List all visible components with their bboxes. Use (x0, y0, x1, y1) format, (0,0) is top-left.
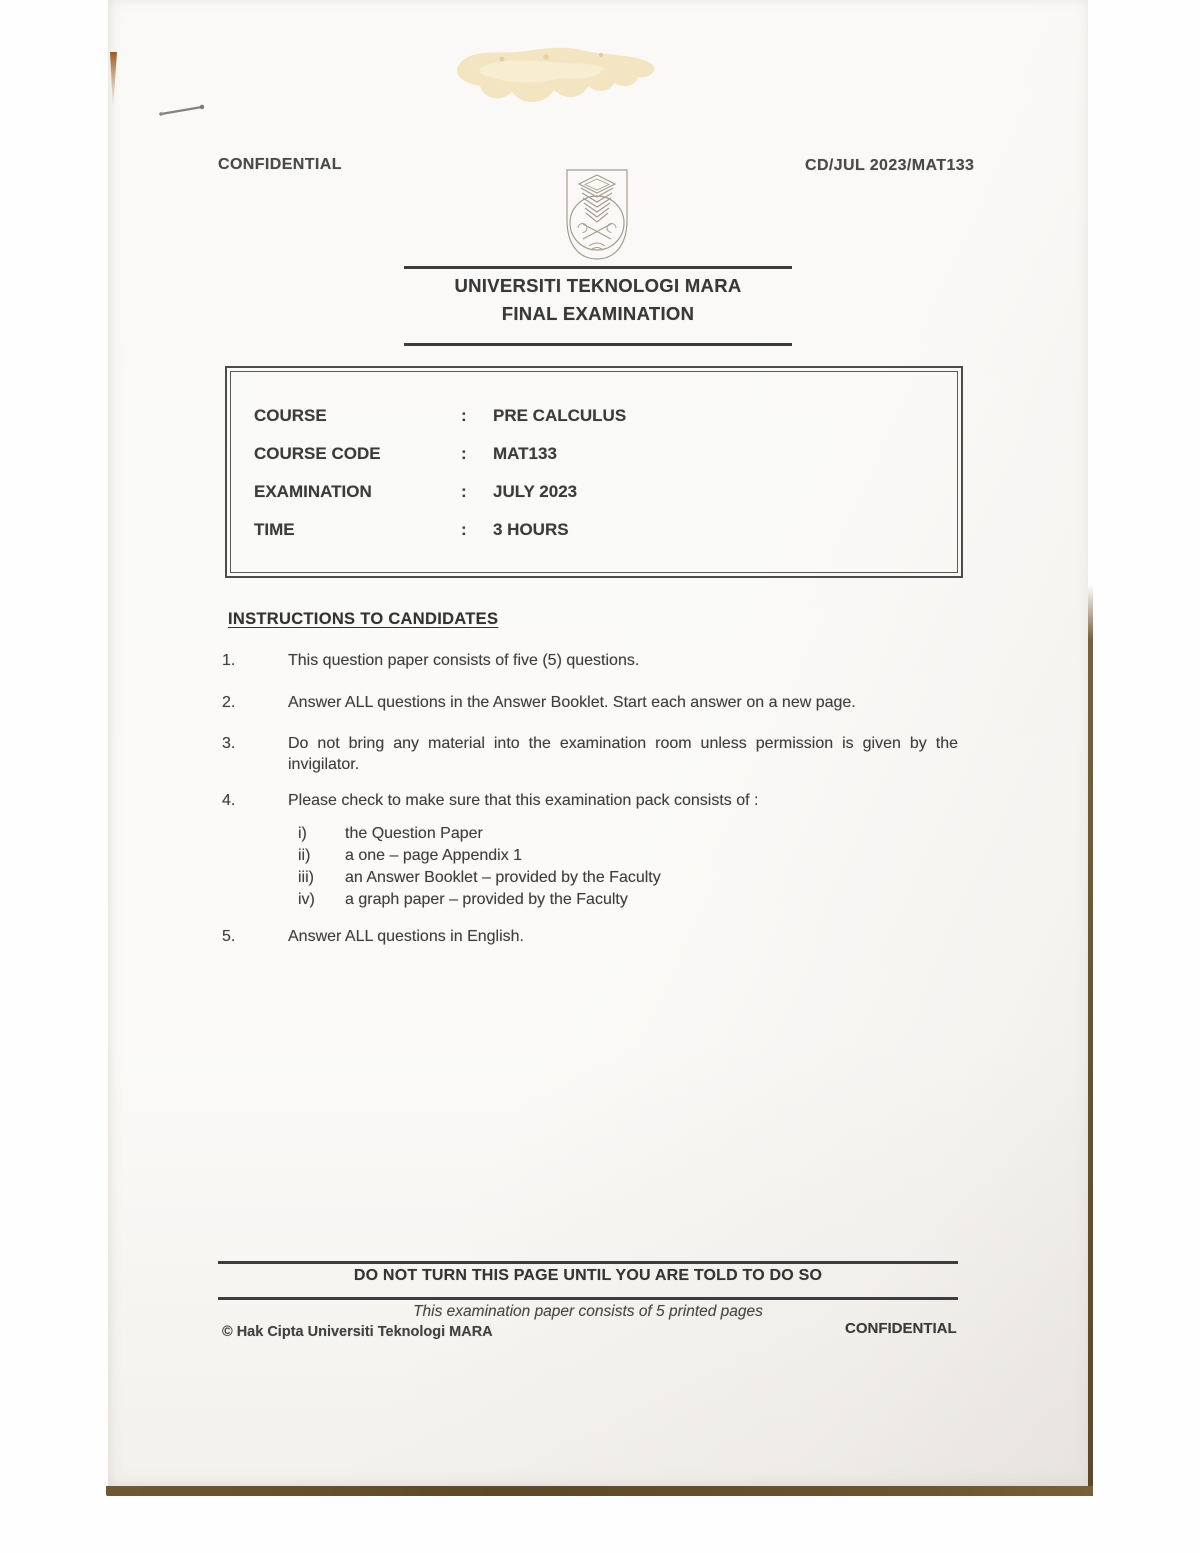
time-separator: : (461, 520, 467, 539)
pack-item-text: a one – page Appendix 1 (345, 847, 523, 864)
pack-item-2 (298, 847, 522, 865)
pack-item-text: the Question Paper (345, 825, 483, 842)
printed-pages-note: This examination paper consists of 5 printed pages (413, 1303, 763, 1320)
pack-item-numeral: ii) (298, 847, 311, 864)
course-code-value: MAT133 (493, 444, 557, 463)
exam-type: FINAL EXAMINATION (501, 303, 695, 324)
edge-mark-artifact (108, 52, 122, 112)
instruction-number: 4. (222, 792, 236, 809)
footer-rule-top (218, 1261, 958, 1264)
examination-value: JULY 2023 (493, 482, 578, 501)
time-row (254, 520, 957, 558)
instruction-text: Do not bring any material into the examination room unless permission is given by the invigilator. (288, 735, 958, 773)
footer-rule-bottom (218, 1297, 958, 1300)
pack-item-numeral: i) (298, 825, 307, 842)
pack-item-3 (298, 869, 661, 887)
instruction-number: 1. (222, 652, 236, 669)
do-not-turn-warning: DO NOT TURN THIS PAGE UNTIL YOU ARE TOLD TO DO SO (353, 1267, 823, 1284)
time-value: 3 HOURS (493, 520, 569, 539)
paper-edge-right (1088, 585, 1093, 1496)
instructions-heading: INSTRUCTIONS TO CANDIDATES (228, 610, 499, 628)
instruction-text: Answer ALL questions in the Answer Booklet. Start each answer on a new page. (288, 694, 856, 711)
course-code-separator: : (461, 444, 467, 463)
course-row (254, 406, 957, 444)
course-info-box-inner (230, 371, 958, 573)
course-separator: : (461, 406, 467, 425)
pack-item-4 (298, 891, 628, 909)
confidential-label-bottom: CONFIDENTIAL (845, 1320, 957, 1337)
paper-edge-bottom (106, 1486, 1093, 1496)
instruction-text: This question paper consists of five (5) questions. (288, 652, 640, 669)
instruction-item-3 (222, 733, 968, 775)
pencil-mark-artifact (158, 102, 208, 118)
pack-item-numeral: iii) (298, 869, 314, 886)
instruction-item-2 (222, 692, 968, 713)
course-info-box (225, 366, 963, 578)
course-code-row (254, 444, 957, 482)
time-label: TIME (254, 520, 295, 539)
pack-item-1 (298, 825, 483, 843)
exam-title (404, 272, 792, 328)
pack-item-numeral: iv) (298, 891, 315, 908)
course-value: PRE CALCULUS (493, 406, 627, 425)
pack-item-text: an Answer Booklet – provided by the Faculty (345, 869, 661, 886)
copyright-notice: © Hak Cipta Universiti Teknologi MARA (222, 1324, 493, 1340)
university-name: UNIVERSITI TEKNOLOGI MARA (454, 275, 742, 296)
instruction-number: 2. (222, 694, 236, 711)
examination-row (254, 482, 957, 520)
course-code-label: COURSE CODE (254, 444, 381, 463)
instruction-item-1 (222, 650, 968, 671)
exam-paper-page (108, 0, 1088, 1487)
instruction-item-4 (222, 790, 968, 811)
instruction-number: 3. (222, 735, 236, 752)
title-rule-bottom (404, 343, 792, 346)
instruction-number: 5. (222, 928, 236, 945)
instruction-item-5 (222, 926, 968, 947)
examination-separator: : (461, 482, 467, 501)
pack-item-text: a graph paper – provided by the Faculty (345, 891, 628, 908)
stain-artifact (440, 28, 670, 118)
uitm-crest-logo (559, 166, 635, 264)
confidential-label-top: CONFIDENTIAL (218, 156, 342, 173)
instruction-text: Please check to make sure that this examination pack consists of : (288, 792, 759, 809)
course-label: COURSE (254, 406, 327, 425)
instruction-text: Answer ALL questions in English. (288, 928, 524, 945)
document-code: CD/JUL 2023/MAT133 (805, 157, 975, 174)
title-rule-top (404, 266, 792, 269)
examination-label: EXAMINATION (254, 482, 372, 501)
